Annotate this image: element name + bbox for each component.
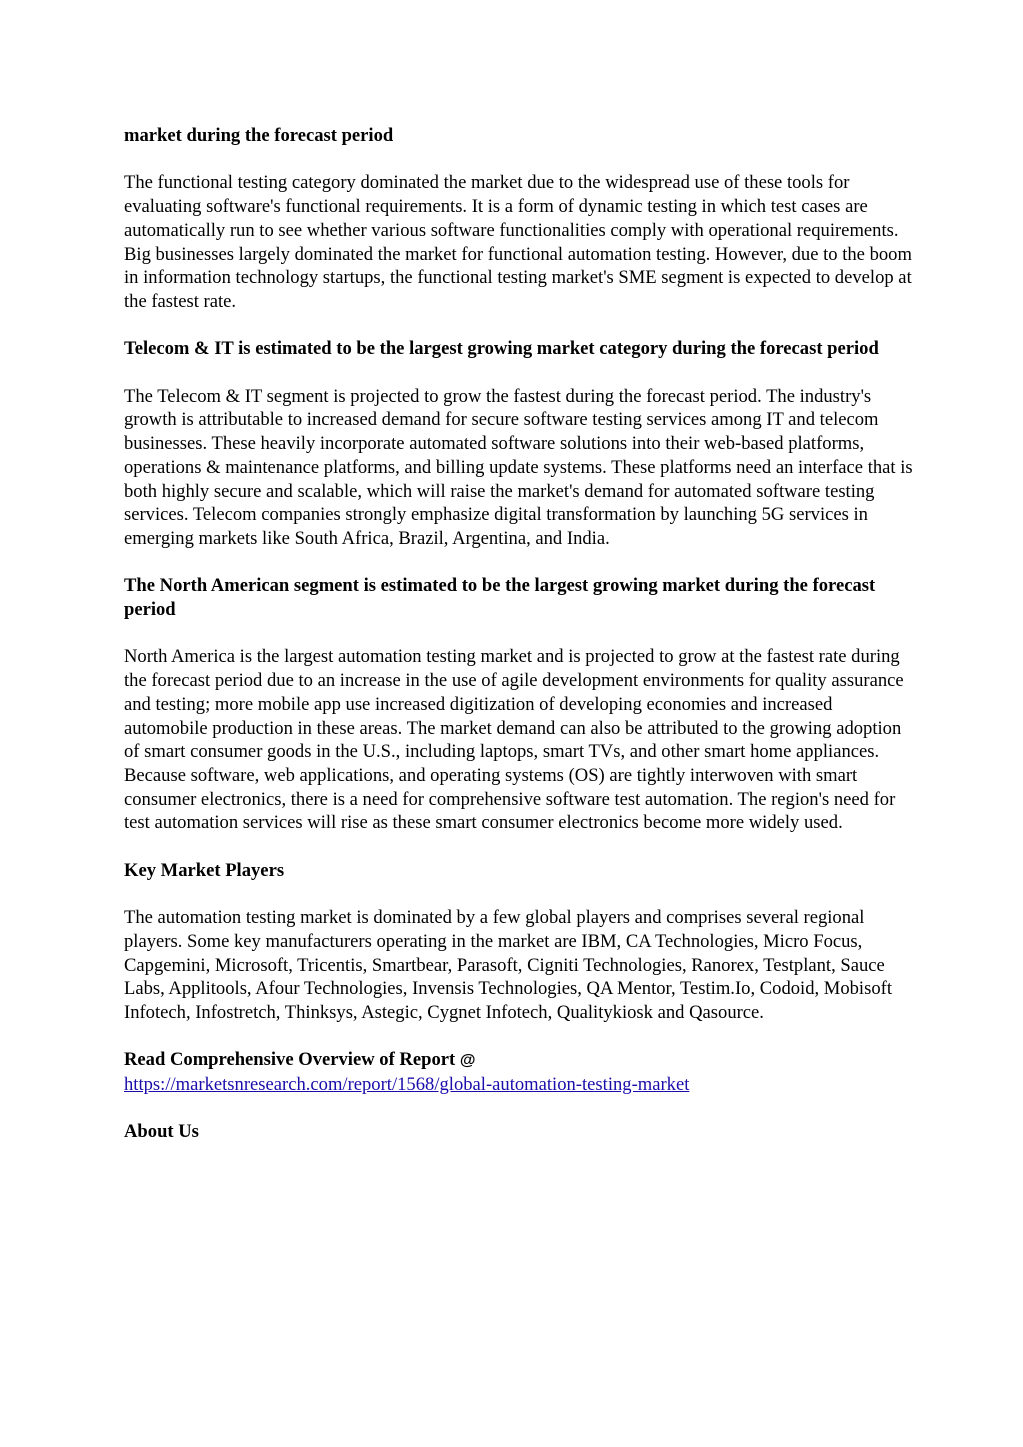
north-america-paragraph: North America is the largest automation testing market and is projected to grow at the fastest rate during the forecast period due to an increase in the use of agile development environments for quality assurance and testing; more mobile app use increased digitization of developing economies and increased automobile production in these areas. The market demand can also be attributed to the growing adoption of smart consumer goods in the U.S., including laptops, smart TVs, and other smart home appliances. Because software, web applications, and operating systems (OS) are tightly interwoven with smart consumer electronics, there is a need for comprehensive software test automation. The region's need for test automation services will rise as these smart consumer electronics become more widely used. [124,646,904,834]
telecom-heading: Telecom & IT is estimated to be the largest growing market category during the forecast period [124,338,879,360]
report-at-sign: @ [459,1052,476,1070]
intro-heading: market during the forecast period [124,125,394,146]
report-link[interactable]: https://marketsnresearch.com/report/1568/global-automation-testing-market [124,1074,690,1095]
players-heading: Key Market Players [124,859,285,881]
about-heading: About Us [124,1121,199,1143]
telecom-paragraph: The Telecom & IT segment is projected to grow the fastest during the forecast period. The industry's growth is attributable to increased demand for secure software testing services among IT and telecom businesses. These heavily incorporate automated software solutions into their web-based platforms, operations & maintenance platforms, and billing update systems. These platforms need an interface that is both highly secure and scalable, which will raise the market's demand for automated software testing services. Telecom companies strongly emphasize digital transformation by launching 5G services in emerging markets like South Africa, Brazil, Argentina, and India. [124,385,913,549]
players-paragraph: The automation testing market is dominated by a few global players and comprises several regional players. Some key manufacturers operating in the market are IBM, CA Technologies, Micro Focus, Capgemini, Microsoft, Tricentis, Smartbear, Parasoft, Cigniti Technologies, Ranorex, Testplant, Sauce Labs, Applitools, Afour Technologies, Invensis Technologies, QA Mentor, Testim.Io, Codoid, Mobisoft Infotech, Infostretch, Thinksys, Astegic, Cygnet Infotech, Qualitykiosk and Qasource. [124,907,892,1023]
report-heading-line [124,1048,914,1073]
north-america-heading: The North American segment is estimated to be the largest growing market during the forecast period [124,575,876,620]
report-heading: Read Comprehensive Overview of Report [124,1049,456,1071]
intro-paragraph: The functional testing category dominated the market due to the widespread use of these tools for evaluating software's functional requirements. It is a form of dynamic testing in which test cases are automatically run to see whether various software functionalities comply with operational requirements. Big businesses largely dominated the market for functional automation testing. However, due to the boom in information technology startups, the functional testing market's SME segment is expected to develop at the fastest rate. [124,172,912,312]
document-page [124,124,914,1144]
